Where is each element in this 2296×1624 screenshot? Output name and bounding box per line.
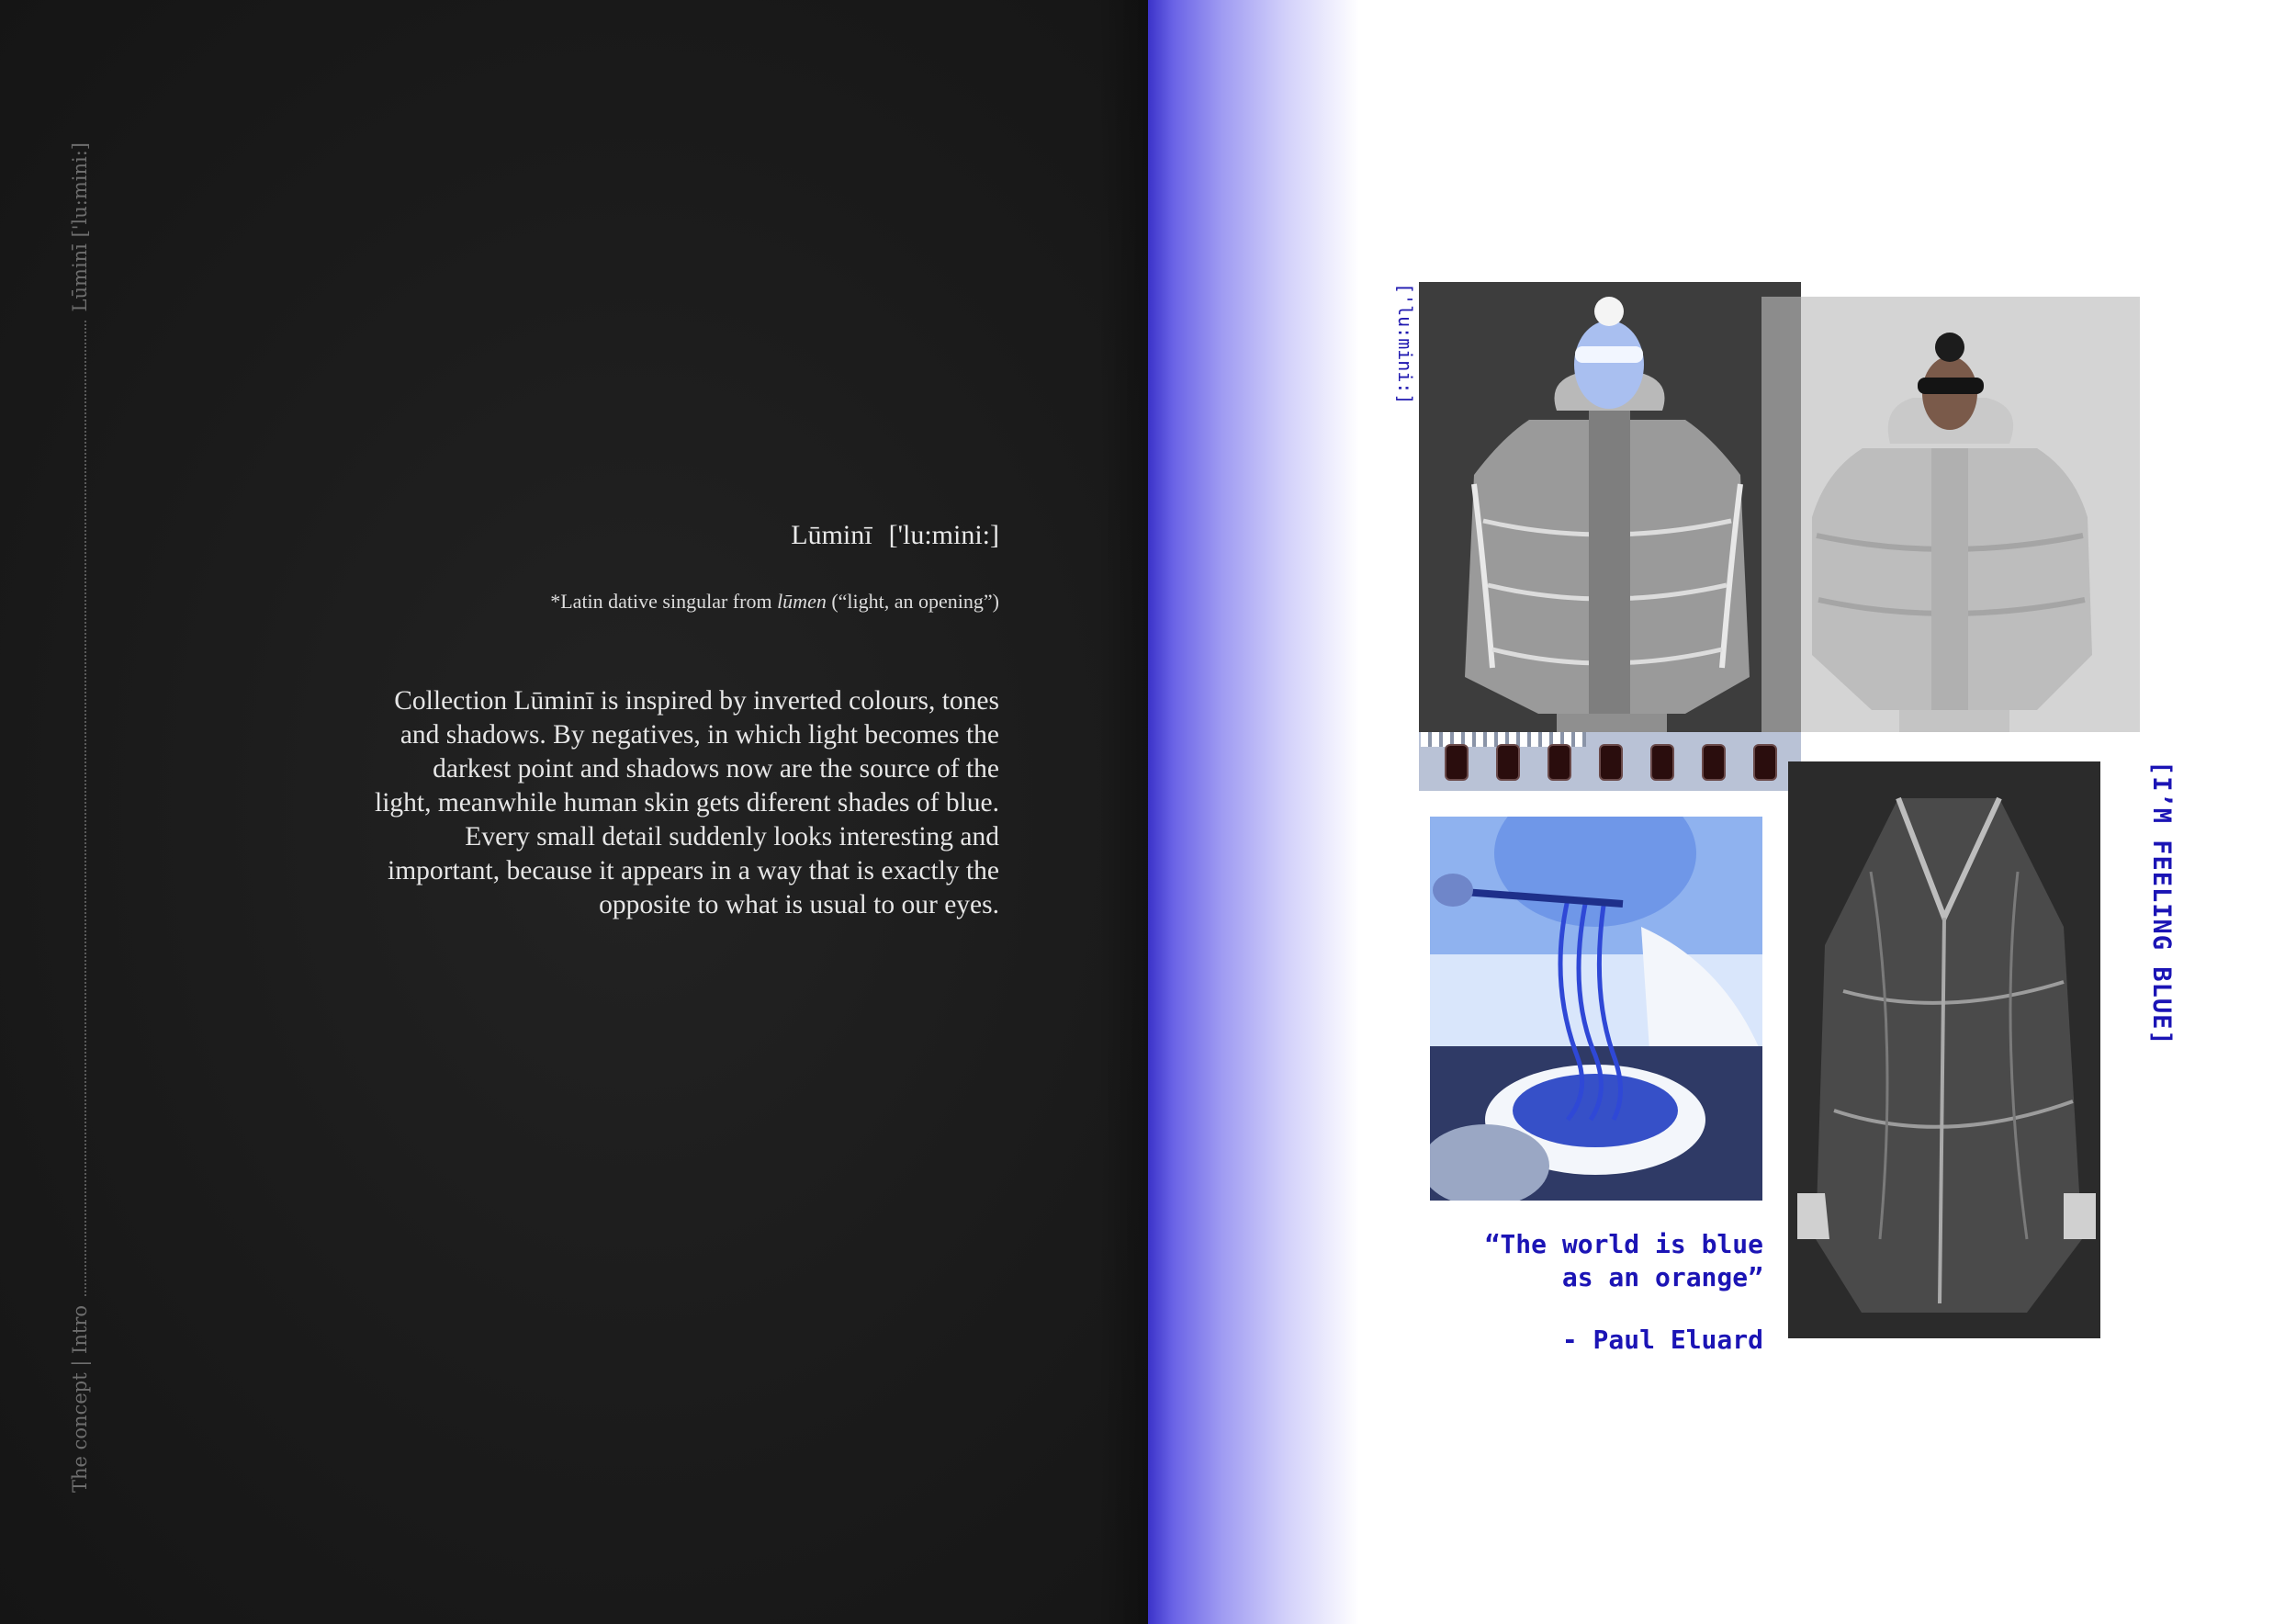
intro-line: important, because it appears in a way that is exactly the bbox=[388, 856, 999, 885]
title-phonetic: ['lu:mini:] bbox=[888, 520, 999, 550]
vertical-phonetic-label: ['lu:mini:] bbox=[1394, 283, 1416, 405]
side-running-header bbox=[66, 142, 94, 1493]
intro-line: darkest point and shadows now are the source of the bbox=[433, 754, 999, 784]
side-label-section: The concept | Intro bbox=[69, 1304, 91, 1493]
intro-line: light, meanwhile human skin gets diferent shades of blue. bbox=[375, 788, 999, 818]
spine-blue-glow bbox=[1148, 0, 1359, 1624]
quote-line: “The world is blue bbox=[1484, 1229, 1763, 1259]
intro-paragraph bbox=[283, 684, 999, 922]
inverted-blue-noodles-photo bbox=[1430, 817, 1762, 1201]
side-label-title: Lūminī ['lu:mini:] bbox=[69, 142, 91, 312]
latin-note-prefix: *Latin dative singular from bbox=[550, 590, 778, 613]
latin-note-word: lūmen bbox=[777, 590, 827, 613]
title-word: Lūminī bbox=[791, 520, 872, 550]
latin-note-suffix: (“light, an opening”) bbox=[826, 590, 999, 613]
overlap-grey-band bbox=[1761, 297, 1801, 732]
vertical-caption: [I’M FEELING BLUE] bbox=[2147, 761, 2176, 1046]
latin-footnote bbox=[550, 590, 999, 614]
film-sprocket-hole bbox=[1599, 744, 1623, 781]
dark-textured-coat-print bbox=[1788, 761, 2100, 1338]
film-strip bbox=[1419, 732, 1801, 791]
intro-line: Collection Lūminī is inspired by inverted colours, tones bbox=[394, 686, 999, 716]
quote-line: as an orange” bbox=[1561, 1262, 1763, 1292]
puffer-jacket-model-photo bbox=[1761, 297, 2140, 732]
film-sprocket-hole bbox=[1445, 744, 1469, 781]
intro-line: and shadows. By negatives, in which light becomes the bbox=[400, 720, 999, 750]
intro-line: opposite to what is usual to our eyes. bbox=[599, 890, 999, 919]
film-sprocket-hole bbox=[1548, 744, 1571, 781]
quote-author: - Paul Eluard bbox=[1561, 1325, 1763, 1355]
intro-line: Every small detail suddenly looks interesting and bbox=[465, 822, 999, 851]
dotted-leader bbox=[84, 321, 86, 1296]
film-sprocket-hole bbox=[1496, 744, 1520, 781]
film-sprocket-hole bbox=[1702, 744, 1726, 781]
page-title bbox=[791, 520, 999, 551]
film-sprocket-hole bbox=[1650, 744, 1674, 781]
inverted-negative-puffer-jacket-photo bbox=[1419, 282, 1801, 732]
quote-block bbox=[1451, 1228, 1763, 1357]
film-sprocket-hole bbox=[1753, 744, 1777, 781]
